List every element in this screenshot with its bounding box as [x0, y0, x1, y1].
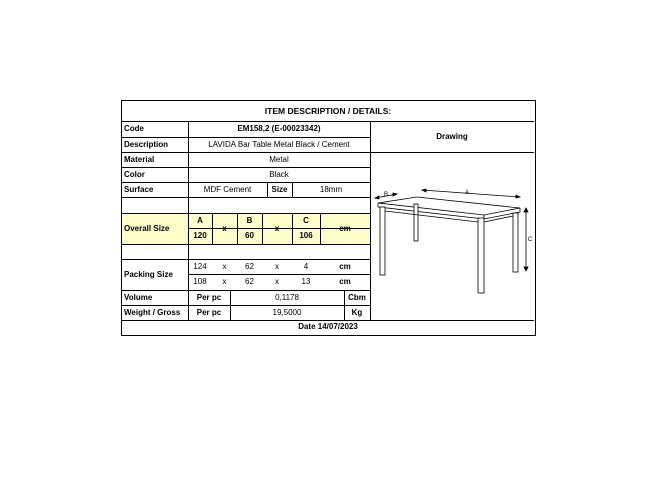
- surface-label: Surface: [124, 184, 154, 194]
- sheet-title: ITEM DESCRIPTION / DETAILS:: [264, 105, 392, 116]
- drawing-dim-a: A: [464, 190, 470, 196]
- volume-unit: Cbm: [348, 292, 366, 302]
- overall-x: x: [222, 223, 227, 233]
- packing-row-1-x: x: [275, 261, 279, 271]
- overall-b-value: 60: [245, 231, 254, 240]
- item-details-sheet: [121, 100, 536, 336]
- weight-value: 19,5000: [272, 307, 302, 317]
- color-value: Black: [269, 169, 289, 179]
- overall-c-label: C: [303, 215, 309, 225]
- packing-row-1-unit: cm: [339, 261, 351, 271]
- overall-size-label: Overall Size: [124, 223, 170, 233]
- packing-row-2-unit: cm: [339, 277, 351, 286]
- weight-unit: Kg: [351, 307, 363, 317]
- packing-size-label: Packing Size: [124, 269, 173, 279]
- grid-line: [122, 197, 370, 198]
- volume-value: 0,1178: [275, 292, 299, 302]
- description-label: Description: [124, 139, 169, 149]
- drawing-dim-b: B: [383, 192, 389, 198]
- size-value: 18mm: [319, 184, 343, 194]
- overall-x: x: [274, 223, 280, 233]
- grid-line: [122, 244, 370, 245]
- code-label: Code: [124, 124, 144, 133]
- packing-row-2-c: 13: [301, 277, 311, 286]
- packing-row-1-c: 4: [303, 261, 309, 271]
- drawing-label: Drawing: [436, 131, 468, 141]
- packing-row-2-a: 108: [193, 277, 207, 286]
- packing-row-1-a: 124: [193, 261, 207, 271]
- surface-value: MDF Cement: [203, 184, 252, 194]
- size-label: Size: [271, 184, 288, 194]
- overall-unit: cm: [339, 223, 351, 233]
- weight-label: Weight / Gross: [124, 307, 181, 317]
- packing-row-2-b: 62: [245, 277, 254, 286]
- overall-c-value: 106: [299, 231, 313, 240]
- volume-per: Per pc: [196, 292, 222, 302]
- material-label: Material: [124, 154, 155, 164]
- color-label: Color: [124, 169, 145, 179]
- weight-per: Per pc: [196, 307, 222, 317]
- packing-row-1-b: 62: [245, 261, 254, 271]
- packing-row-1-x: x: [222, 261, 227, 271]
- overall-a-label: A: [197, 215, 203, 225]
- description-value: LAVIDA Bar Table Metal Black / Cement: [208, 139, 350, 149]
- code-value: EM158,2 (E-00023342): [237, 124, 321, 133]
- overall-b-label: B: [246, 215, 253, 225]
- material-value: Metal: [269, 154, 289, 164]
- volume-label: Volume: [124, 292, 153, 302]
- overall-a-value: 120: [193, 231, 207, 240]
- packing-row-2-x: x: [275, 277, 279, 286]
- date-label: Date 14/07/2023: [298, 322, 358, 331]
- drawing-dim-c: C: [527, 237, 533, 243]
- table-drawing: [372, 151, 534, 296]
- packing-row-2-x: x: [222, 277, 227, 286]
